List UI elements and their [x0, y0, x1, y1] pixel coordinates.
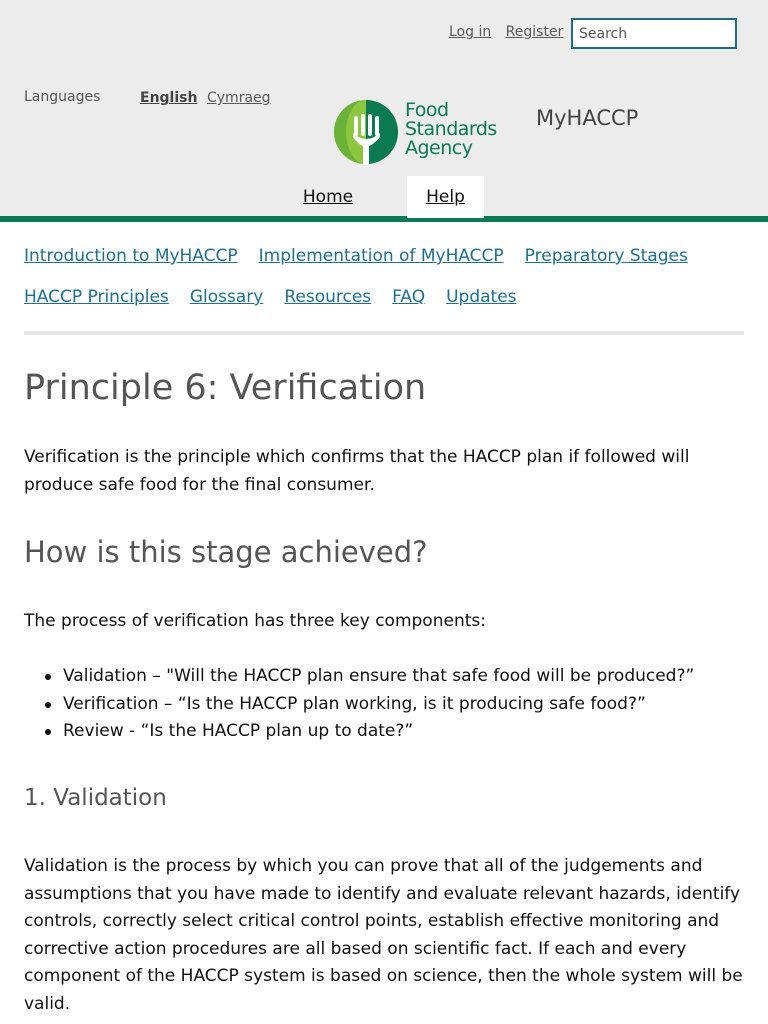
logo-wordmark [405, 101, 497, 158]
nav-tab-home[interactable] [290, 176, 366, 218]
page-title: Principle 6: Verification [24, 368, 427, 408]
languages-label: Languages [24, 89, 101, 105]
subnav-link-preparatory-stages[interactable]: Preparatory Stages [524, 246, 688, 266]
login-link[interactable]: Log in [449, 24, 492, 40]
nav-tab-help[interactable] [407, 176, 484, 218]
logo-line: Agency [405, 137, 473, 159]
list-item: Validation – "Will the HACCP plan ensure that safe food will be produced?” [63, 663, 694, 691]
nav-tab-label: Help [426, 187, 465, 207]
components-list [63, 663, 694, 746]
content-divider [24, 331, 744, 335]
intro-paragraph: Verification is the principle which confirms that the HACCP plan if followed will produce safe food for the final consumer. [24, 447, 690, 495]
app-name: MyHACCP [536, 106, 639, 130]
subnav-link-implementation[interactable]: Implementation of MyHACCP [258, 246, 504, 266]
language-english-link[interactable]: English [140, 90, 198, 106]
components-intro: The process of verification has three key components: [24, 611, 486, 631]
logo-line: Food [405, 99, 449, 121]
subnav-link-resources[interactable]: Resources [284, 287, 372, 307]
logo-line: Standards [405, 118, 497, 140]
subnav-link-glossary[interactable]: Glossary [189, 287, 264, 307]
fork-logo-icon [333, 99, 399, 165]
list-item: Review - “Is the HACCP plan up to date?” [63, 718, 694, 746]
subnav-row [24, 287, 538, 307]
subnav-row [24, 246, 709, 266]
account-links [449, 24, 573, 40]
validation-paragraph: Validation is the process by which you can prove that all of the judgements and assumptions that you have made to identify and evaluate relevant hazards, identify controls, correctly select critical control points, establish effective monitoring and corrective action procedures are all based on scientific fact. If each and every component of the HACCP system is based on science, then the whole system will be valid. [24, 856, 743, 1014]
subnav-link-updates[interactable]: Updates [446, 287, 517, 307]
section-heading: How is this stage achieved? [24, 535, 428, 569]
language-welsh-link[interactable]: Cymraeg [207, 90, 271, 106]
nav-tab-label: Home [302, 187, 354, 207]
list-item: Verification – “Is the HACCP plan working, is it producing safe food?” [63, 691, 694, 719]
subsection-heading: 1. Validation [24, 785, 167, 811]
subnav-link-introduction[interactable]: Introduction to MyHACCP [24, 246, 238, 266]
subnav-link-faq[interactable]: FAQ [392, 287, 426, 307]
register-link[interactable]: Register [505, 24, 564, 40]
subnav-link-haccp-principles[interactable]: HACCP Principles [24, 287, 169, 307]
search-input[interactable] [571, 18, 737, 49]
fsa-logo[interactable] [333, 99, 503, 165]
header-divider [0, 216, 768, 222]
